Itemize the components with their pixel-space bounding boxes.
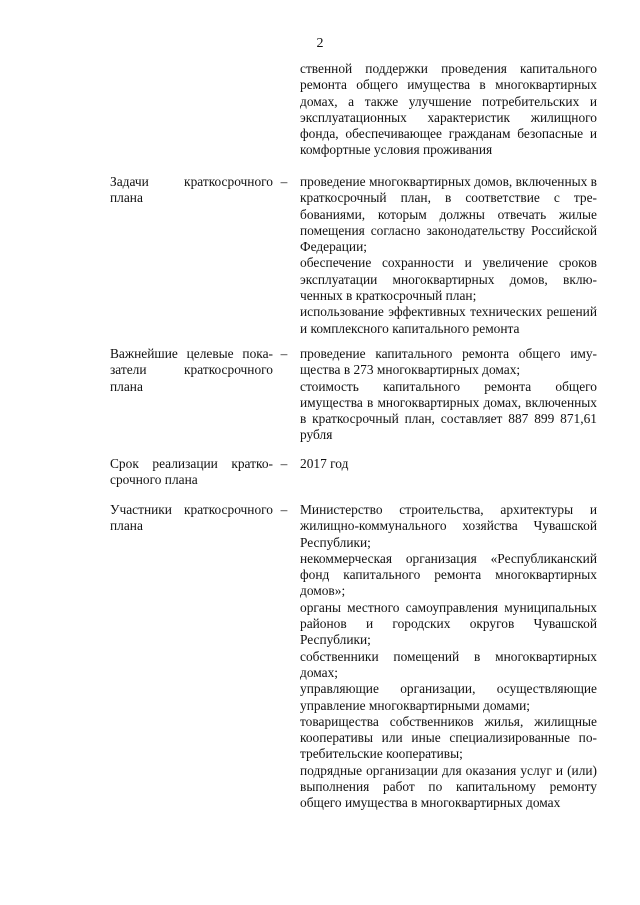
section-item: подрядные организации для оказания услуг и (или) выполнения работ по капитальному ремонту общего имущества в многоквартирных домах — [300, 762, 597, 811]
intro-paragraph: ственной поддержки проведения капитального ремонта общего имущества в многоквартирных домах, а также улучшение потребительских и эксплуатационных характеристик жилищного фонда, обеспечивающее гражданам безопасные и комфортные условия проживания — [300, 61, 597, 158]
section-label: Участники краткосрочного плана — [110, 502, 273, 534]
section-item: Министерство строительства, архитектуры и жилищно-коммунального хозяйства Чувашской Республики; — [300, 502, 597, 550]
section-item: проведение многоквартирных домов, включенных в краткосрочный план, в соответствие с требованиями, которым должны отвечать жилые помещения согласно законодательству Российской Федерации; — [300, 174, 597, 255]
section-item: обеспечение сохранности и увеличение сроков эксплуатации многоквартирных домов, включенных в краткосрочный план; — [300, 255, 597, 304]
dash-separator: – — [280, 346, 288, 361]
section-label: Срок реализации краткосрочного плана — [110, 456, 273, 488]
dash-separator: – — [280, 502, 288, 517]
section-item: стоимость капитального ремонта общего имущества в многоквартирных домах, включенных в краткосрочный план, составляет 887 899 871,61 рубля — [300, 378, 597, 443]
dash-separator: – — [280, 456, 288, 471]
section-label: Важнейшие целевые показатели краткосрочного плана — [110, 346, 273, 394]
section-item: товарищества собственников жилья, жилищные кооперативы или иные специализированные потребительские кооперативы; — [300, 713, 597, 762]
section-item: использование эффективных технических решений и комплексного капитального ремонта — [300, 304, 597, 336]
page-number: 2 — [316, 36, 324, 51]
section-item: некоммерческая организация «Республиканский фонд капитального ремонта многоквартирных домов»; — [300, 550, 597, 599]
section-item: управляющие организации, осуществляющие управление многоквартирными домами; — [300, 681, 597, 713]
dash-separator: – — [280, 174, 288, 189]
section-item: органы местного самоуправления муниципальных районов и городских округов Чувашской Республики; — [300, 599, 597, 648]
section-item: 2017 год — [300, 456, 349, 471]
section-item: проведение капитального ремонта общего имущества в 273 многоквартирных домах; — [300, 346, 597, 378]
section-item: собственники помещений в многоквартирных домах; — [300, 648, 597, 680]
section-label: Задачи краткосрочного плана — [110, 174, 273, 206]
